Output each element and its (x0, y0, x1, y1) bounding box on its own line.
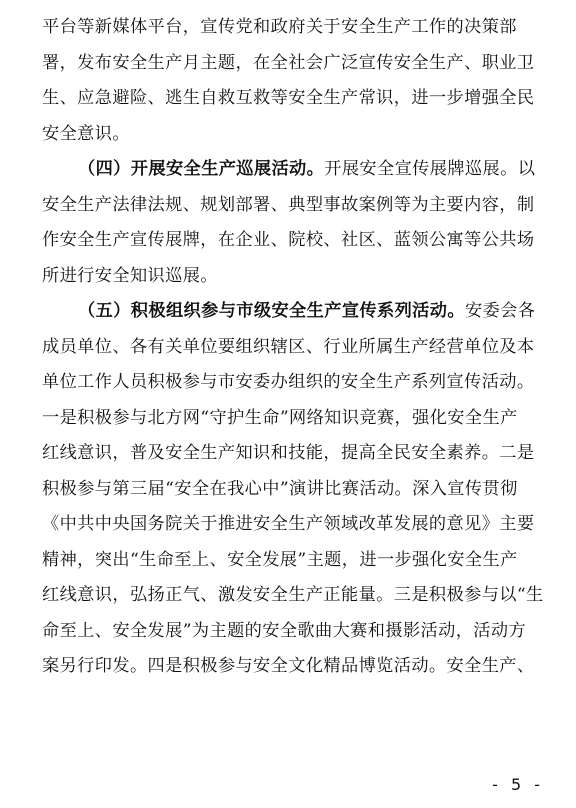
text-line: 署，发布安全生产月主题，在全社会广泛宣传安全生产、职业卫 (42, 52, 535, 73)
text-line: 红线意识，普及安全生产知识和技能，提高全民安全素养。二是 (42, 443, 535, 463)
text-line: 安全生产法律法规、规划部署、典型事故案例等为主要内容，制 (42, 194, 535, 215)
section-heading-4: （四）开展安全生产巡展活动。 (78, 159, 325, 179)
paragraph-first-line (42, 294, 546, 330)
text-line: 所进行安全知识巡展。 (42, 265, 218, 286)
text-line: 生、应急避险、逃生自救互救等安全生产常识，进一步增强全民 (42, 88, 535, 108)
text-line: 积极参与第三届“安全在我心中”演讲比赛活动。深入宣传贯彻 (42, 478, 518, 499)
paragraph-1 (42, 10, 546, 152)
text-line: 成员单位、各有关单位要组织辖区、行业所属生产经营单位及本 (42, 336, 535, 357)
text-line: 精神，突出“生命至上、安全发展”主题，进一步强化安全生产 (42, 549, 518, 570)
paragraph-3 (42, 294, 546, 685)
text-line: 《中共中央国务院关于推进安全生产领域改革发展的意见》主要 (42, 514, 535, 534)
text-line: 一是积极参与北方网“守护生命”网络知识竞赛，强化安全生产 (42, 407, 518, 428)
paragraph-first-line (42, 152, 546, 188)
text-line: 安全意识。 (42, 123, 130, 144)
text-line: 案另行印发。四是积极参与安全文化精品博览活动。安全生产、 (42, 656, 535, 676)
text-run: 开展安全宣传展牌巡展。以 (324, 159, 536, 179)
text-line: 红线意识，弘扬正气、激发安全生产正能量。三是积极参与以“生 (42, 585, 544, 605)
page-number: - 5 - (492, 775, 544, 794)
text-line: 单位工作人员积极参与市安委办组织的安全生产系列宣传活动。 (42, 372, 535, 392)
text-run: 安委会各 (464, 301, 536, 321)
text-line: 命至上、安全发展”为主题的安全歌曲大赛和摄影活动，活动方 (42, 620, 527, 641)
document-body (42, 10, 546, 685)
text-line: 平台等新媒体平台，宣传党和政府关于安全生产工作的决策部 (42, 17, 517, 37)
section-heading-5: （五）积极组织参与市级安全生产宣传系列活动。 (78, 301, 465, 321)
text-line: 作安全生产宣传展牌，在企业、院校、社区、蓝领公寓等公共场 (42, 230, 535, 250)
paragraph-2 (42, 152, 546, 294)
